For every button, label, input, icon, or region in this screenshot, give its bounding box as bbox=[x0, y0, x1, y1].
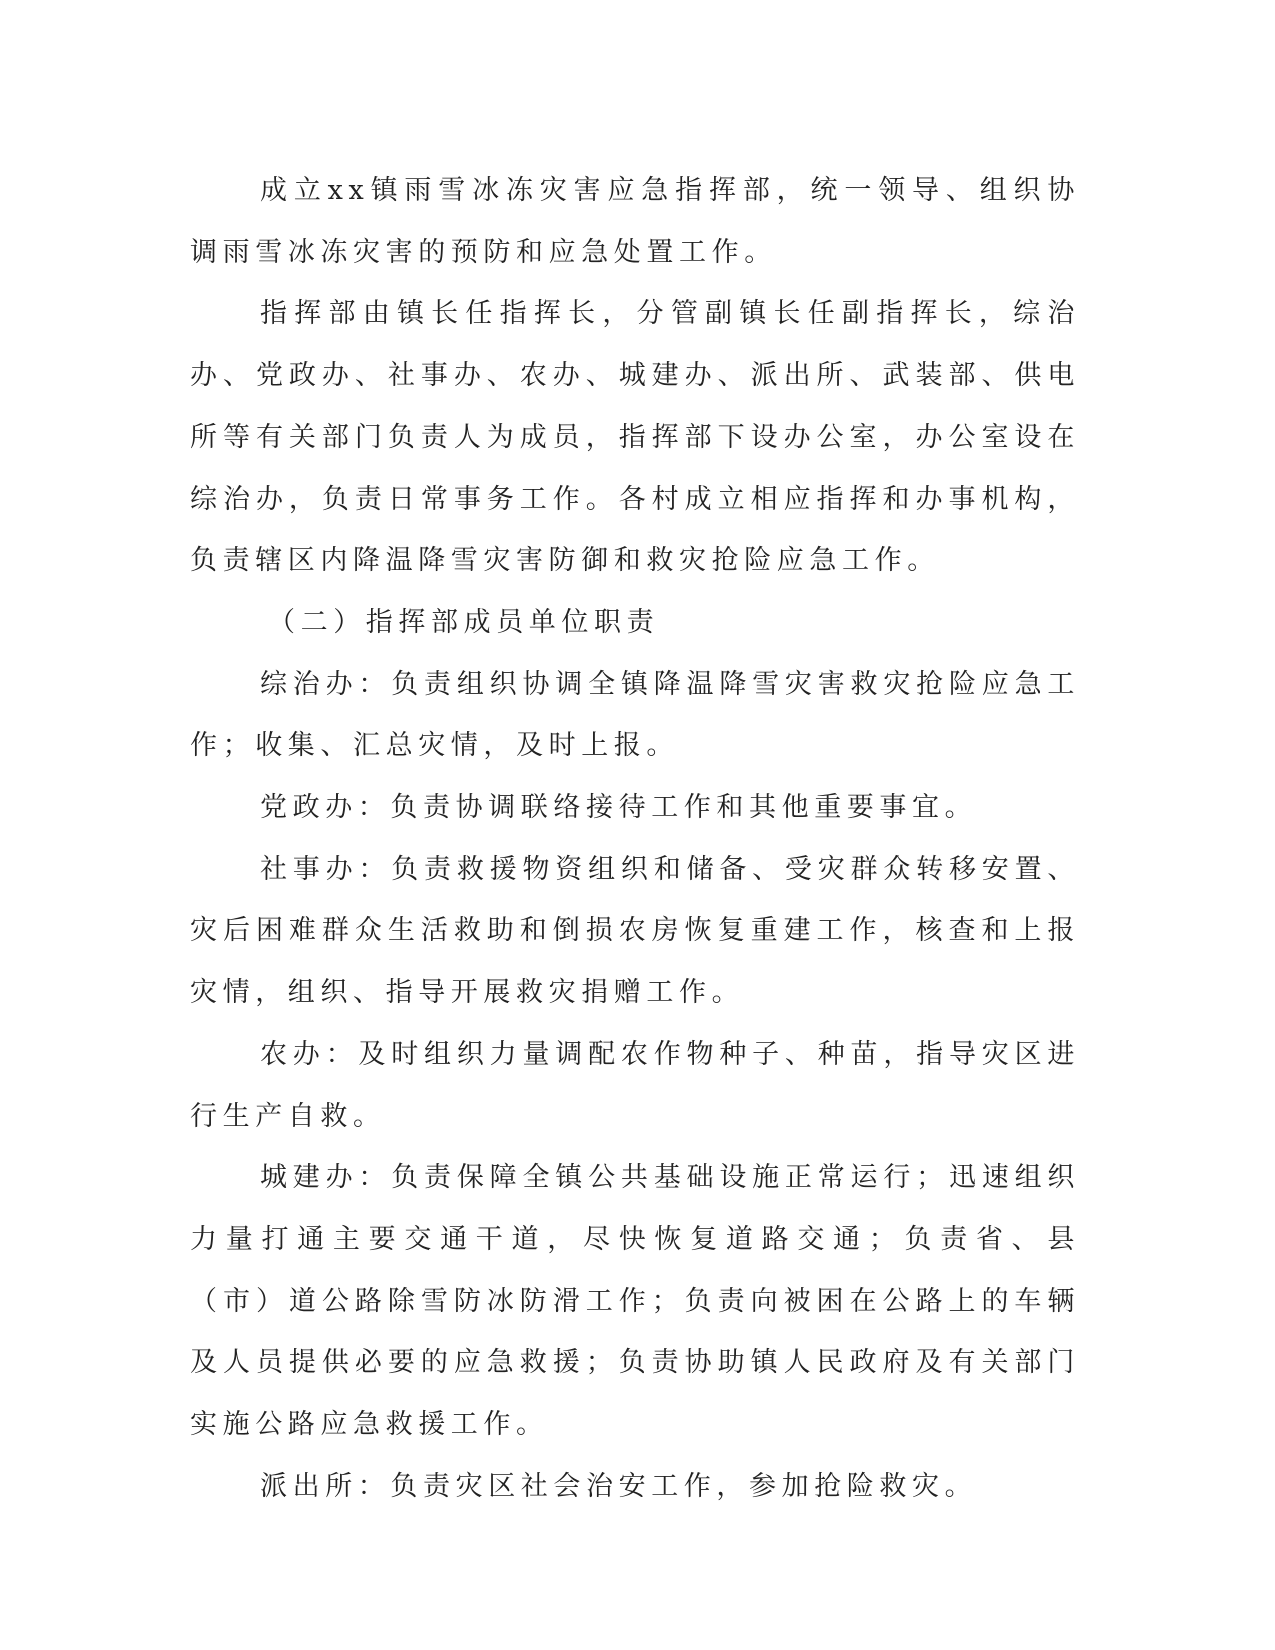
document-body bbox=[190, 160, 1080, 1517]
paragraph-party-office: 党政办：负责协调联络接待工作和其他重要事宜。 bbox=[260, 792, 978, 824]
section-heading-duties: （二）指挥部成员单位职责 bbox=[268, 606, 660, 638]
paragraph-urban-construction-office: 城建办：负责保障全镇公共基础设施正常运行；迅速组织力量打通主要交通干道，尽快恢复道路交通；负责省、县（市）道公路除雪防冰防滑工作；负责向被困在公路上的车辆及人员提供必要的应急救援；负责协助镇人民政府及有关部门实施公路应急救援工作。 bbox=[190, 1162, 1080, 1441]
paragraph-agriculture-office: 农办：及时组织力量调配农作物种子、种苗，指导灾区进行生产自救。 bbox=[190, 1038, 1080, 1132]
paragraph-social-affairs-office: 社事办：负责救援物资组织和储备、受灾群众转移安置、灾后困难群众生活救助和倒损农房恢复重建工作，核查和上报灾情，组织、指导开展救灾捐赠工作。 bbox=[190, 853, 1080, 1009]
paragraph-command-members: 指挥部由镇长任指挥长，分管副镇长任副指挥长，综治办、党政办、社事办、农办、城建办、派出所、武装部、供电所等有关部门负责人为成员，指挥部下设办公室，办公室设在综治办，负责日常事务工作。各村成立相应指挥和办事机构，负责辖区内降温降雪灾害防御和救灾抢险应急工作。 bbox=[190, 298, 1080, 577]
paragraph-command-setup: 成立xx镇雨雪冰冻灾害应急指挥部，统一领导、组织协调雨雪冰冻灾害的预防和应急处置工作。 bbox=[190, 175, 1080, 268]
paragraph-zongzhi-office: 综治办：负责组织协调全镇降温降雪灾害救灾抢险应急工作；收集、汇总灾情，及时上报。 bbox=[190, 668, 1080, 762]
paragraph-police-station: 派出所：负责灾区社会治安工作，参加抢险救灾。 bbox=[260, 1470, 978, 1502]
